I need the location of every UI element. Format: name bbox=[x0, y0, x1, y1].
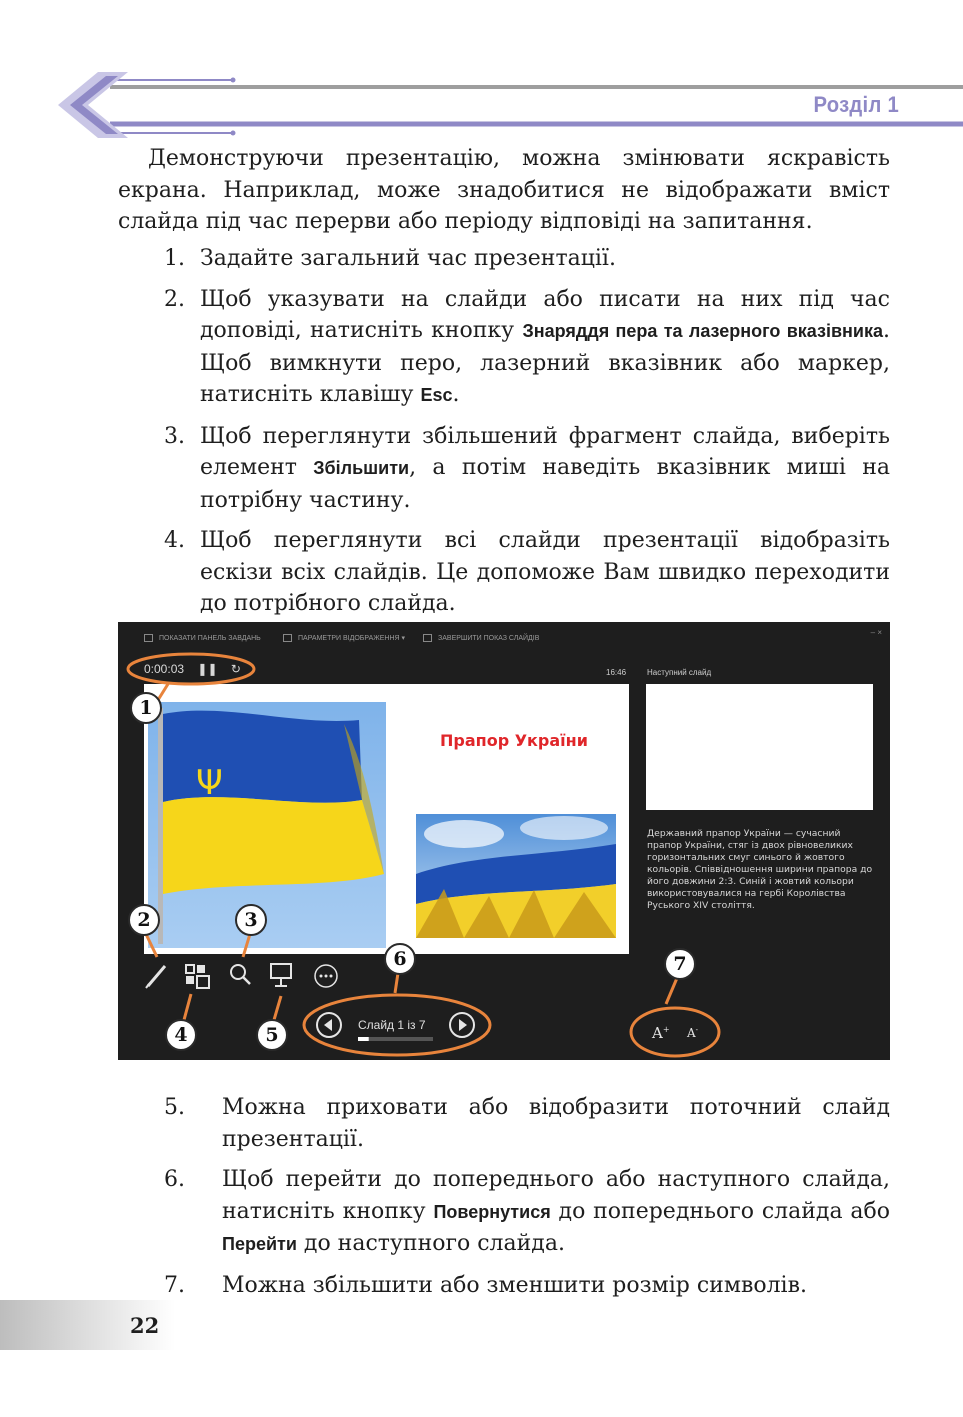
see-all-slides-icon[interactable] bbox=[186, 965, 209, 988]
toolbar-label: ЗАВЕРШИТИ ПОКАЗ СЛАЙДІВ bbox=[438, 634, 540, 642]
steps-list bbox=[118, 243, 890, 629]
list-number: 4. bbox=[164, 528, 185, 553]
slide-progress-fill bbox=[358, 1037, 369, 1041]
ui-term: Перейти bbox=[222, 1234, 297, 1254]
list-number: 2. bbox=[164, 286, 185, 312]
section-label: Розділ 1 bbox=[813, 92, 899, 117]
list-item bbox=[118, 243, 890, 275]
callout-1: 1 bbox=[130, 692, 162, 724]
ui-term: Знаряддя пера та лазерного вказівника bbox=[522, 321, 883, 341]
slide-title: Прапор України bbox=[440, 731, 588, 750]
list-number: 6. bbox=[164, 1167, 185, 1192]
slide-progress-track bbox=[358, 1037, 433, 1041]
list-item bbox=[118, 421, 890, 517]
list-item bbox=[118, 1164, 890, 1261]
header-decoration bbox=[0, 0, 963, 150]
presenter-view-screenshot bbox=[118, 622, 890, 1060]
list-text: Можна збільшити або зменшити розмір символів. bbox=[222, 1272, 807, 1298]
list-item bbox=[118, 1270, 890, 1302]
list-text: Щоб переглянути всі слайди презентації відобразіть ескізи всіх слайдів. Це допоможе Вам швидко переходити до потрібного слайда. bbox=[200, 528, 890, 616]
more-options-icon[interactable] bbox=[315, 965, 337, 987]
speaker-notes: Державний прапор України — сучасний прапор України, стяг із двох рівновеликих горизонтальних смуг синього й жовтого кольорів. Співвідношення ширини прапора до його довжини 2:3. Синій і жовтий кольори використовувалися на гербі Королівства Руського XIV століття. bbox=[647, 828, 873, 911]
previous-slide-button[interactable] bbox=[317, 1013, 341, 1037]
list-number: 1. bbox=[164, 246, 185, 271]
list-number: 3. bbox=[164, 423, 185, 449]
font-button-label: A bbox=[687, 1026, 696, 1040]
toolbar-label: ПОКАЗАТИ ПАНЕЛЬ ЗАВДАНЬ bbox=[159, 634, 261, 642]
increase-font-button[interactable]: A+ bbox=[652, 1024, 670, 1042]
next-slide-label: Наступний слайд bbox=[647, 668, 712, 677]
list-text: Можна приховати або відобразити поточний слайд презентації. bbox=[222, 1095, 890, 1152]
list-item bbox=[118, 525, 890, 620]
pause-icon[interactable]: ❚❚ bbox=[197, 662, 218, 676]
toolbar-label: ПАРАМЕТРИ ВІДОБРАЖЕННЯ ▾ bbox=[298, 635, 406, 642]
list-item bbox=[118, 1092, 890, 1155]
timer-value: 0:00:03 bbox=[144, 662, 185, 676]
callout-4: 4 bbox=[165, 1019, 197, 1051]
list-number: 5. bbox=[164, 1095, 185, 1120]
list-text: Щоб переглянути збільшений фрагмент слайда, виберіть елемент bbox=[200, 423, 890, 480]
list-text: Задайте загальний час презентації. bbox=[200, 246, 616, 271]
list-text: , а потім наведіть вказівник миші на потрібну частину. bbox=[200, 455, 890, 513]
callout-3: 3 bbox=[235, 904, 267, 936]
list-text: Щоб перейти до попереднього або наступного слайда, натисніть кнопку bbox=[222, 1167, 890, 1224]
window-controls[interactable]: – × bbox=[870, 628, 882, 637]
controls-list bbox=[118, 1092, 890, 1310]
list-text: . Щоб вимкнути перо, лазерний вказівник або маркер, натисніть клавішу bbox=[200, 318, 890, 407]
intro-paragraph: Демонструючи презентацію, можна змінювати яскравість екрана. Наприклад, може знадобитися не відображати вміст слайда під час перерви або періоду відповіді на запитання. bbox=[118, 146, 890, 234]
list-text: . bbox=[452, 382, 460, 407]
pen-tool-icon[interactable] bbox=[146, 966, 165, 988]
zoom-icon[interactable] bbox=[231, 965, 250, 984]
list-item bbox=[118, 284, 890, 412]
trident-icon: Ψ bbox=[196, 763, 223, 803]
font-button-label: A bbox=[652, 1024, 663, 1042]
callout-2: 2 bbox=[128, 904, 160, 936]
decrease-font-button[interactable]: A- bbox=[687, 1026, 699, 1040]
ui-term: Esc bbox=[420, 385, 453, 405]
restart-icon[interactable]: ↻ bbox=[230, 662, 241, 676]
black-screen-icon[interactable] bbox=[271, 964, 291, 986]
list-text: до наступного слайда. bbox=[296, 1231, 565, 1256]
presenter-controls bbox=[118, 622, 890, 1060]
page-number: 22 bbox=[130, 1313, 160, 1338]
ui-term: Збільшити bbox=[313, 458, 410, 478]
list-text: до попереднього слайда або bbox=[550, 1198, 890, 1224]
list-number: 7. bbox=[164, 1272, 185, 1298]
next-slide-button[interactable] bbox=[450, 1013, 474, 1037]
callout-5: 5 bbox=[256, 1019, 288, 1051]
callout-6: 6 bbox=[384, 943, 416, 975]
clock: 16:46 bbox=[606, 668, 627, 677]
slide-counter: Слайд 1 із 7 bbox=[358, 1018, 426, 1032]
callout-7: 7 bbox=[664, 948, 696, 980]
ui-term: Повернутися bbox=[433, 1201, 551, 1222]
list-text: Щоб указувати на слайди або писати на них під час доповіді, натисніть кнопку bbox=[200, 286, 890, 343]
